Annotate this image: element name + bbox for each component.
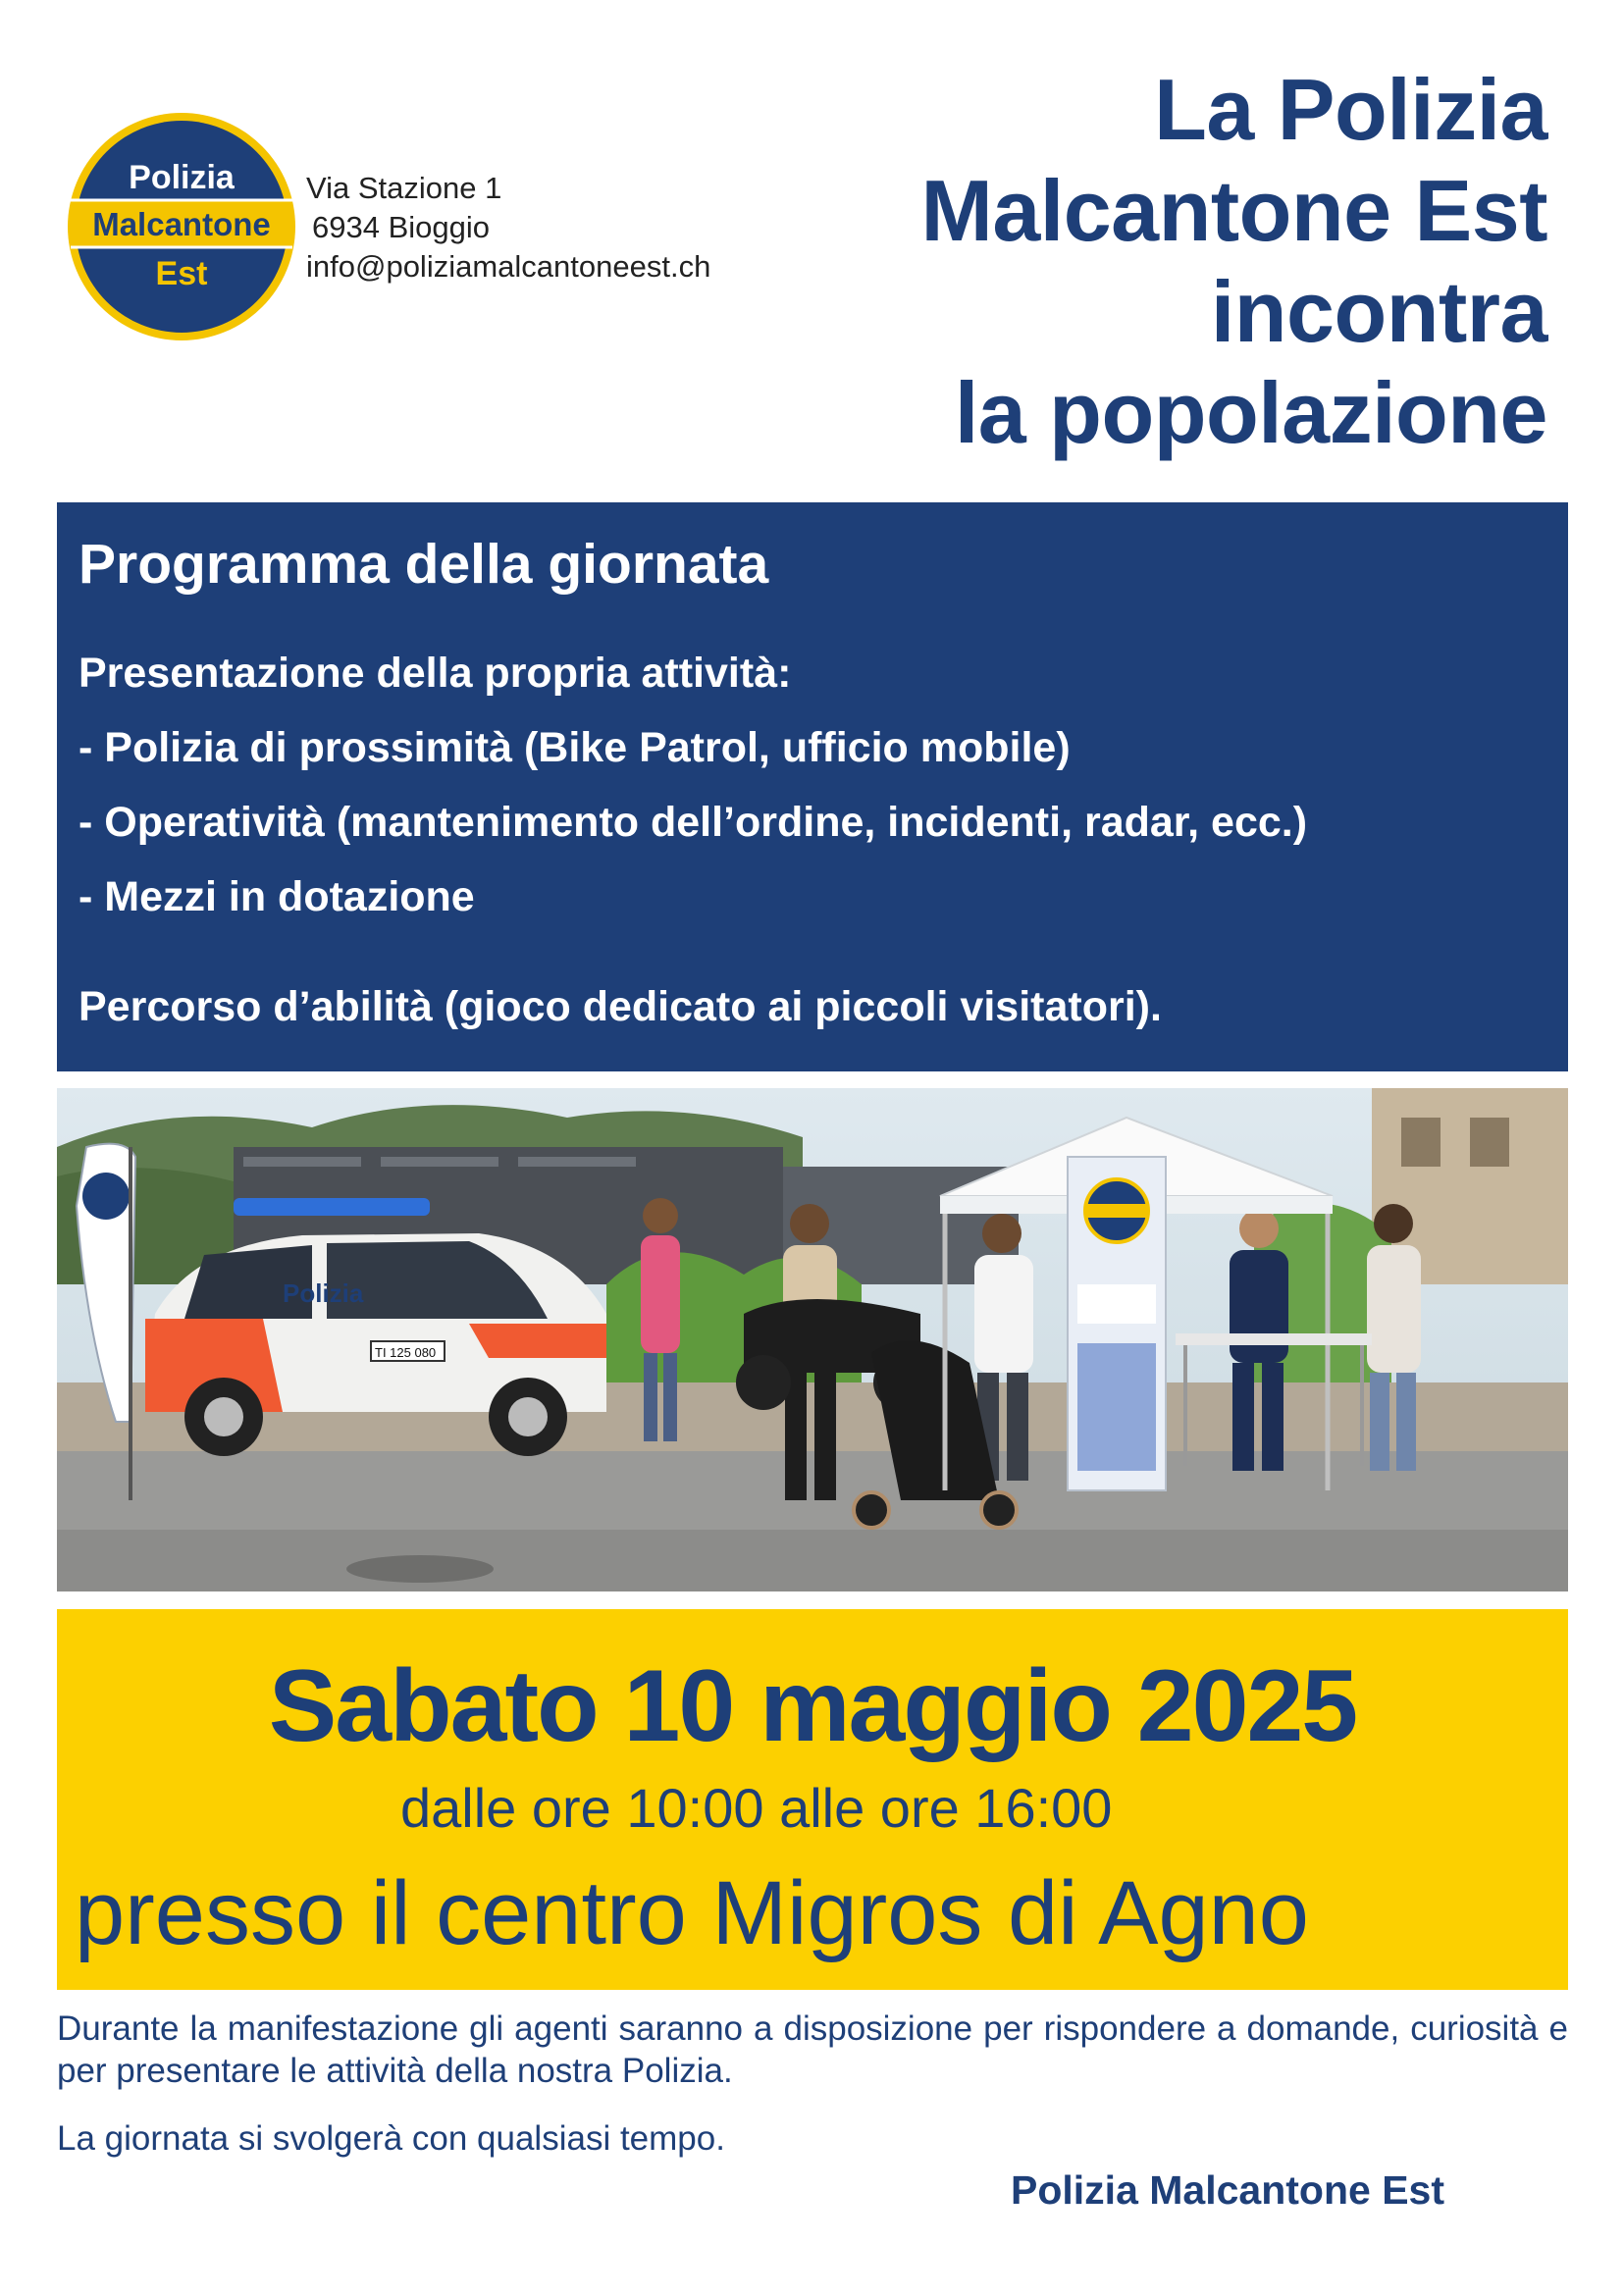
- address-email[interactable]: info@poliziamalcantoneest.ch: [306, 249, 711, 284]
- program-box: [57, 502, 1568, 1071]
- address-street: Via Stazione 1: [306, 171, 502, 205]
- car-label: Polizia: [283, 1278, 364, 1308]
- title-line-4: la popolazione: [954, 364, 1547, 461]
- logo-line-1: Polizia: [129, 159, 235, 196]
- event-description: Durante la manifestazione gli agenti saranno a disposizione per rispondere a domande, curiosità e per presentare le attività della nostra Polizia.: [57, 2009, 1568, 2090]
- program-item-3: - Mezzi in dotazione: [79, 873, 475, 920]
- logo-line-3: Est: [155, 255, 208, 292]
- program-item-2: - Operatività (mantenimento dell’ordine, incidenti, radar, ecc.): [79, 799, 1308, 846]
- event-hours: dalle ore 10:00 alle ore 16:00: [400, 1777, 1113, 1839]
- weather-note: La giornata si svolgerà con qualsiasi tempo.: [57, 2119, 725, 2158]
- roll-up-banner: [1068, 1157, 1166, 1490]
- event-photo: [57, 1088, 1568, 1591]
- signature: Polizia Malcantone Est: [1011, 2167, 1444, 2213]
- address-city: 6934 Bioggio: [312, 210, 490, 244]
- title-line-1: La Polizia: [1154, 61, 1547, 158]
- program-heading: Programma della giornata: [79, 533, 769, 596]
- logo-line-2: Malcantone: [92, 206, 271, 242]
- address-block: [306, 169, 710, 287]
- page-title: [921, 59, 1547, 463]
- title-line-2: Malcantone Est: [920, 162, 1547, 259]
- title-line-3: incontra: [1210, 263, 1547, 360]
- event-date: Sabato 10 maggio 2025: [268, 1649, 1357, 1763]
- program-item-1: - Polizia di prossimità (Bike Patrol, ufficio mobile): [79, 724, 1071, 771]
- event-place: presso il centro Migros di Agno: [75, 1863, 1309, 1963]
- police-logo: [65, 110, 298, 343]
- program-extra: Percorso d’abilità (gioco dedicato ai piccoli visitatori).: [79, 983, 1162, 1030]
- car-plate: TI 125 080: [375, 1345, 437, 1360]
- program-intro: Presentazione della propria attività:: [79, 650, 792, 697]
- event-info-box: [57, 1609, 1568, 1990]
